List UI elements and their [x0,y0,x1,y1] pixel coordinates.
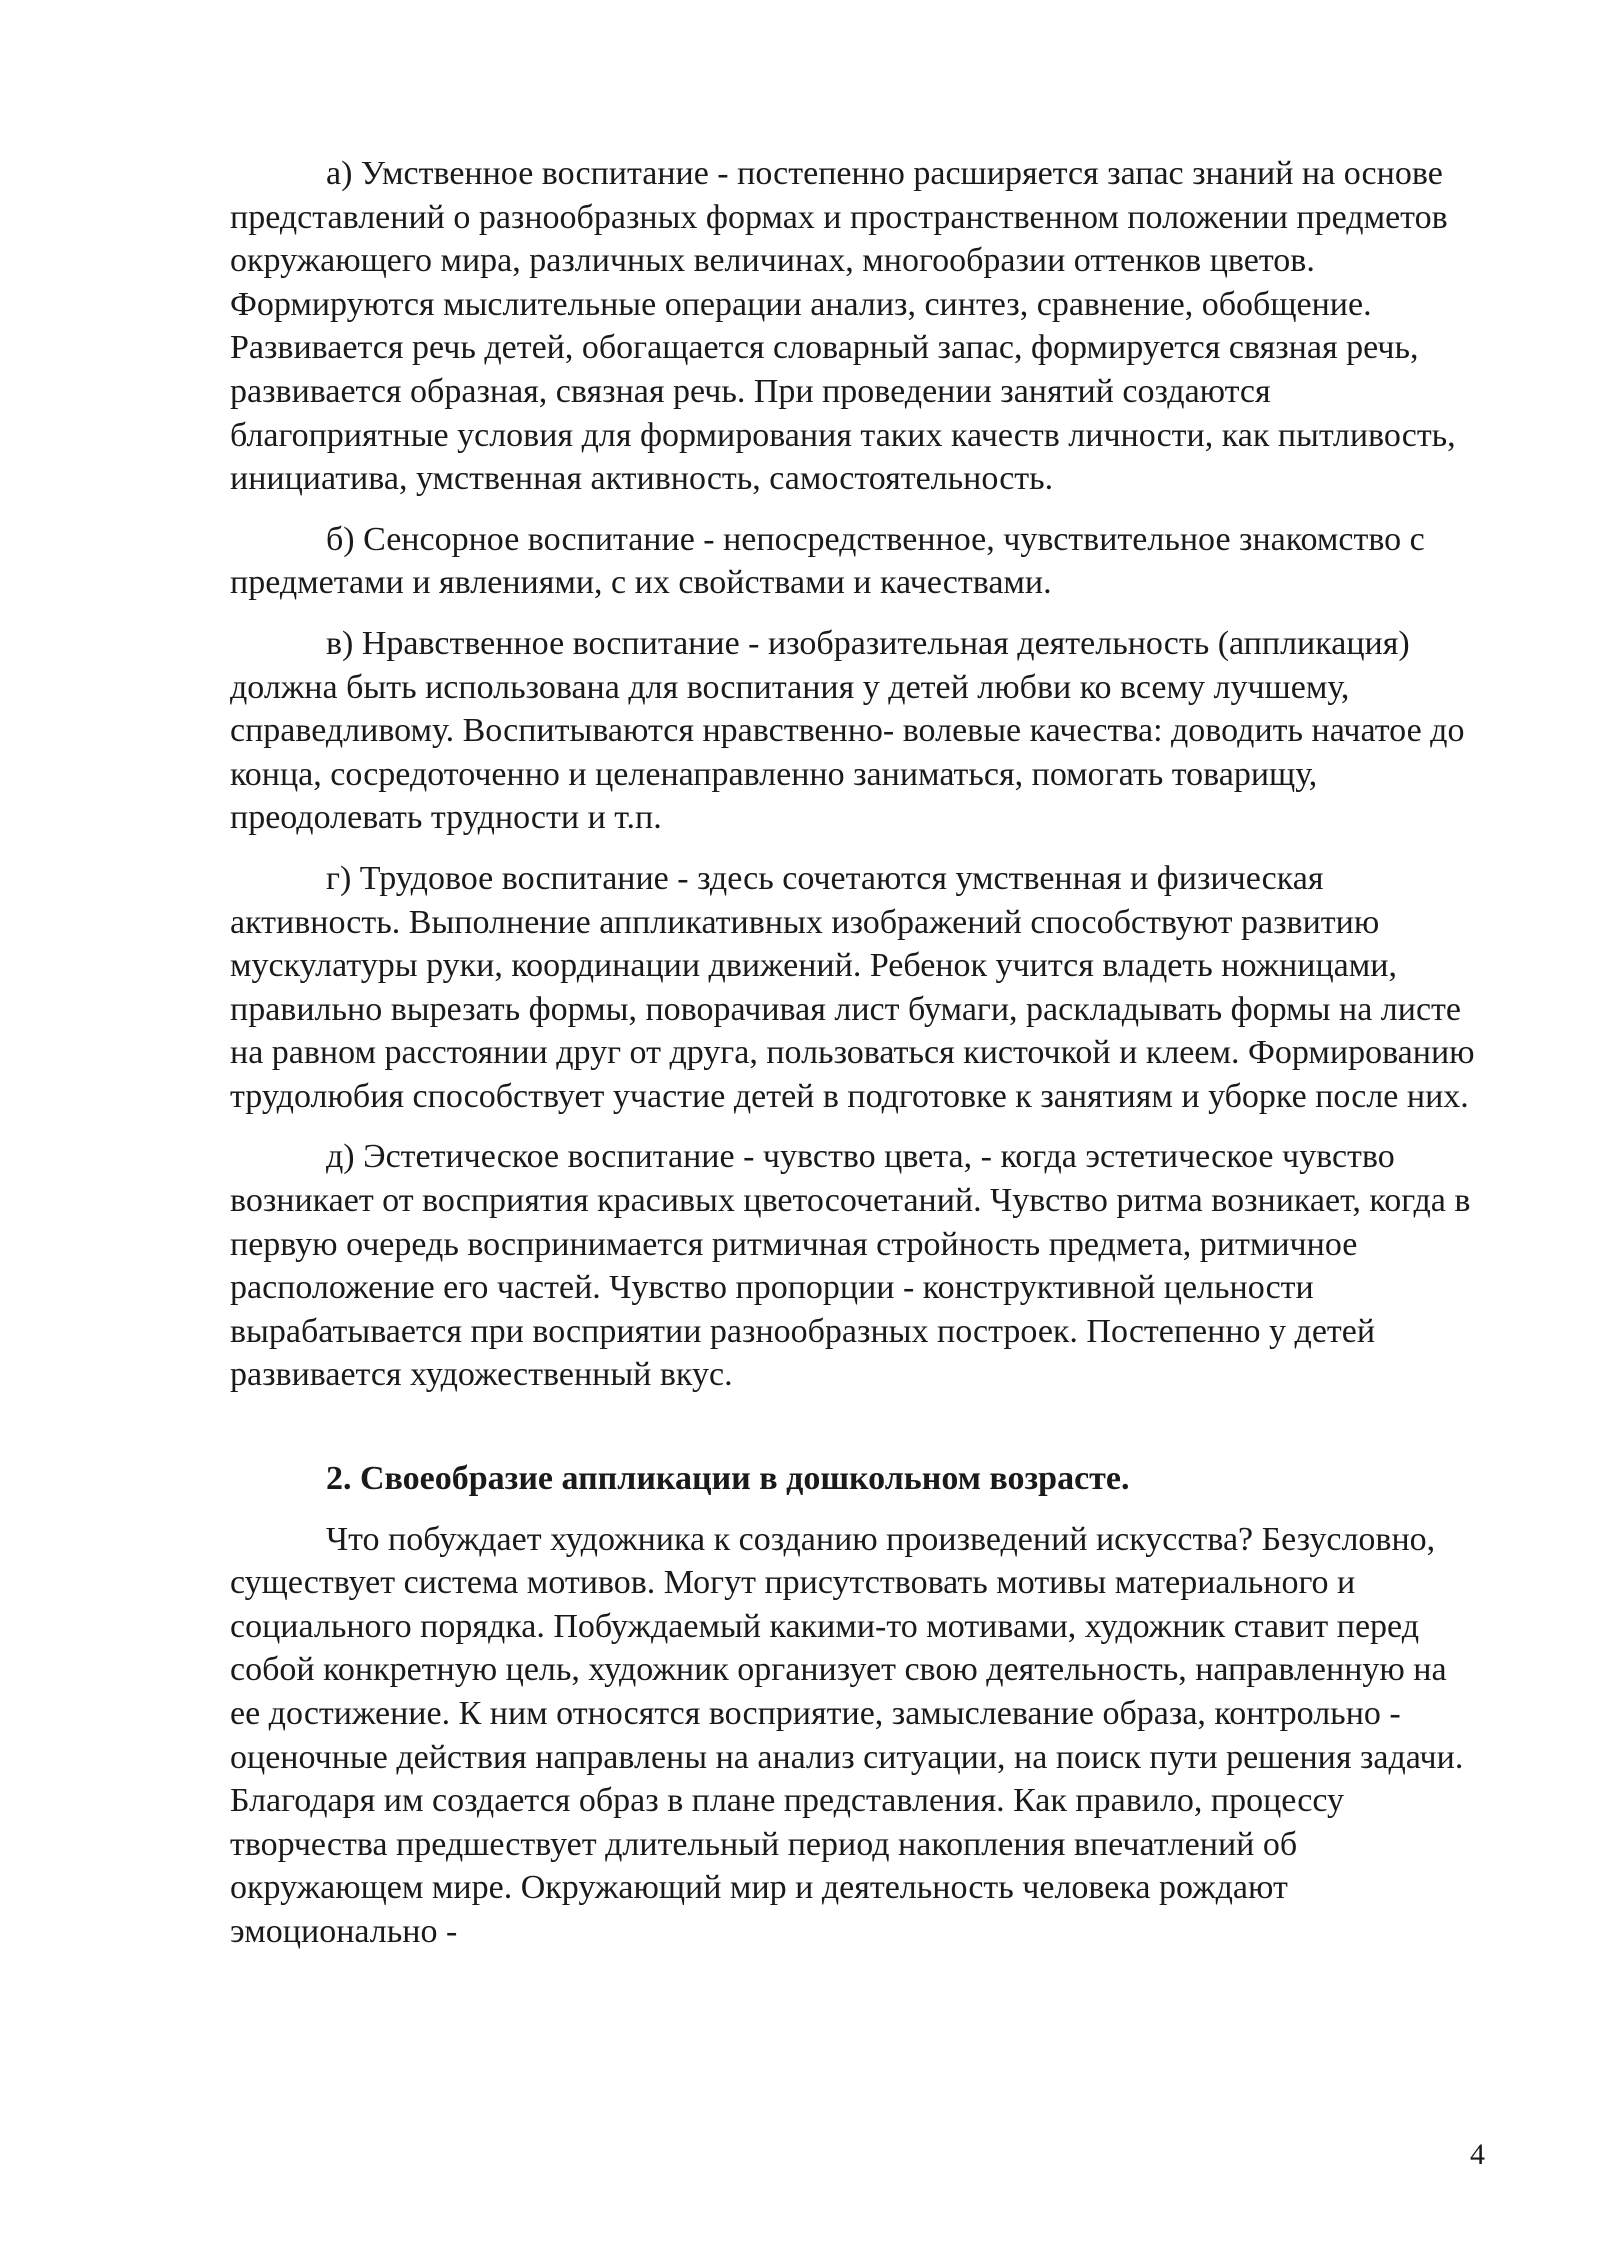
section-paragraph: Что побуждает художника к созданию произведений искусства? Безусловно, существует система мотивов. Могут присутствовать мотивы материального и социального порядка. Побуждаемый какими-то мотивами, художник ставит перед собой конкретную цель, художник организует свою деятельность, направленную на ее достижение. К ним относятся восприятие, замыслевание образа, контрольно - оценочные действия направлены на анализ ситуации, на поиск пути решения задачи. Благодаря им создается образ в плане представления. Как правило, процессу творчества предшествует длительный период накопления впечатлений об окружающем мире. Окружающий мир и деятельность человека рождают эмоционально - [230,1520,1464,1950]
spacer [230,501,1480,518]
page-number: 4 [1470,2138,1485,2171]
paragraph-moral-education: в) Нравственное воспитание - изобразительная деятельность (аппликация) должна быть использована для воспитания у детей любви ко всему лучшему, справедливому. Воспитываются нравственно- волевые качества: доводить начатое до конца, сосредоточенно и целенаправленно заниматься, помогать товарищу, преодолевать трудности и т.п. [230,624,1465,837]
spacer [230,840,1480,857]
spacer [230,1118,1480,1135]
spacer [230,1501,1480,1518]
paragraph-labor-education: г) Трудовое воспитание - здесь сочетаются умственная и физическая активность. Выполнение аппликативных изображений способствуют развитию мускулатуры руки, координации движений. Ребенок учится владеть ножницами, правильно вырезать формы, поворачивая лист бумаги, раскладывать формы на листе на равном расстоянии друг от друга, пользоваться кисточкой и клеем. Формированию трудолюбия способствует участие детей в подготовке к занятиям и уборке после них. [230,859,1475,1115]
spacer [230,605,1480,622]
page-body [230,152,1480,1954]
spacer [230,1397,1480,1457]
paragraph-mental-education: а) Умственное воспитание - постепенно расширяется запас знаний на основе представлений о разнообразных формах и пространственном положении предметов окружающего мира, различных величинах, многообразии оттенков цветов. Формируются мыслительные операции анализ, синтез, сравнение, обобщение. Развивается речь детей, обогащается словарный запас, формируется связная речь, развивается образная, связная речь. При проведении занятий создаются благоприятные условия для формирования таких качеств личности, как пытливость, инициатива, умственная активность, самостоятельность. [230,155,1456,498]
paragraph-aesthetic-education: д) Эстетическое воспитание - чувство цвета, - когда эстетическое чувство возникает от восприятия красивых цветосочетаний. Чувство ритма возникает, когда в первую очередь воспринимается ритмичная стройность предмета, ритмичное расположение его частей. Чувство пропорции - конструктивной цельности вырабатывается при восприятии разнообразных построек. Постепенно у детей развивается художественный вкус. [230,1138,1471,1394]
paragraph-sensory-education: б) Сенсорное воспитание - непосредственное, чувствительное знакомство с предметами и явлениями, с их свойствами и качествами. [230,520,1425,602]
section-heading: 2. Своеобразие аппликации в дошкольном возрасте. [326,1460,1130,1498]
